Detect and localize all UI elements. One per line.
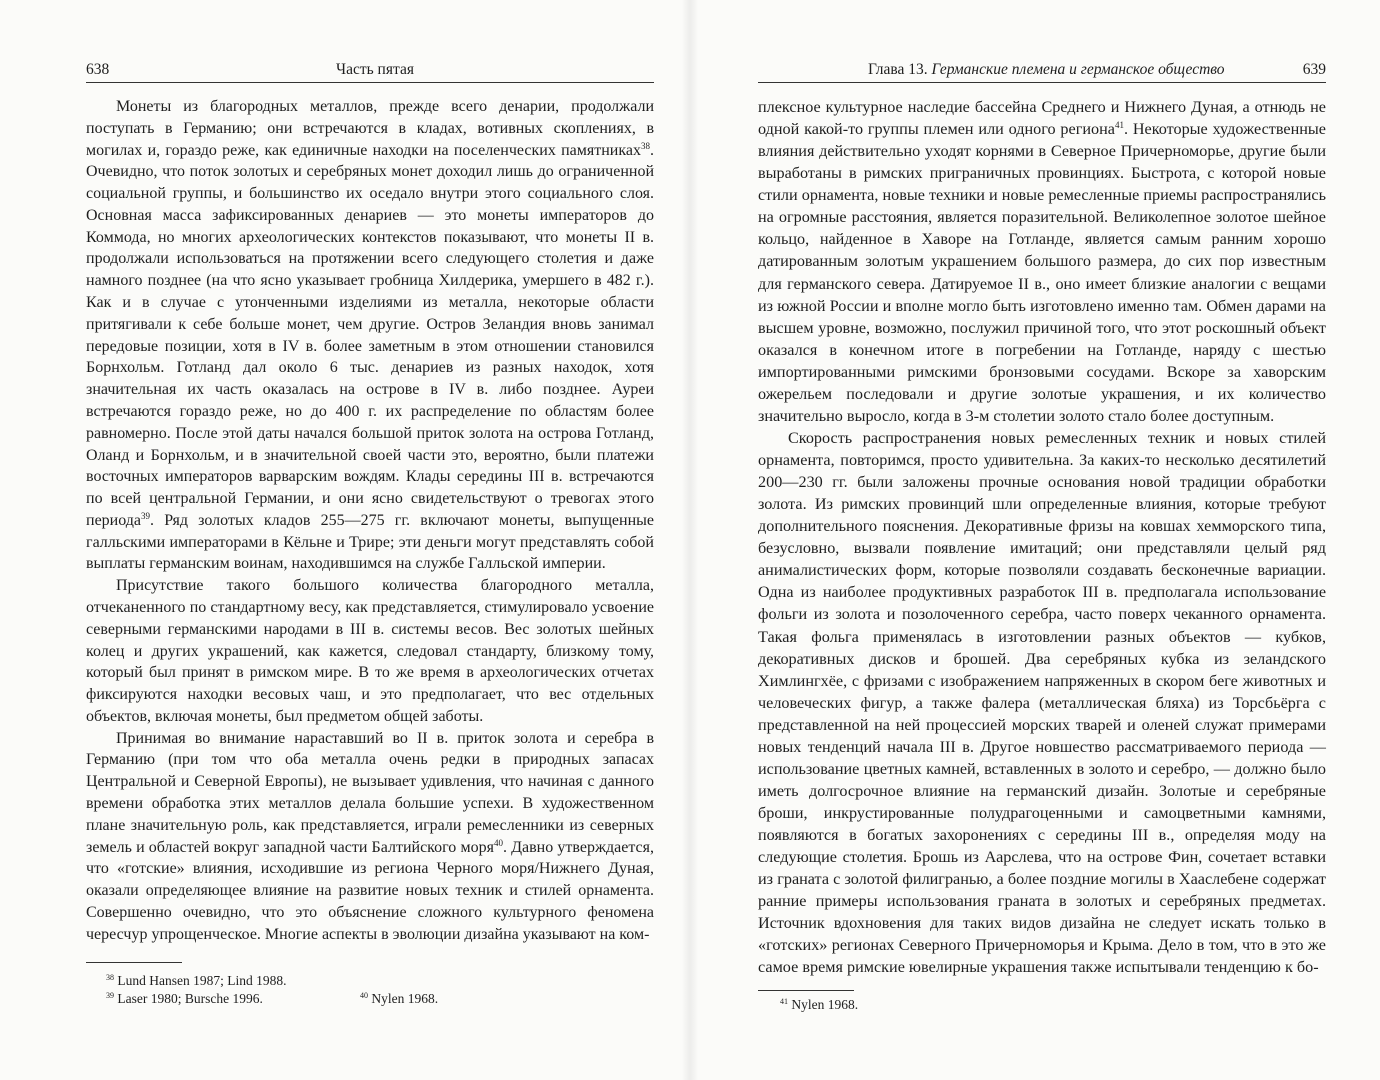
footnote — [106, 972, 286, 990]
footnote-number: 39 — [106, 991, 114, 1000]
page-number: 638 — [86, 61, 110, 78]
left-page-header — [86, 58, 654, 82]
running-head-chapter: Глава 13. — [868, 61, 928, 78]
footnote-text: Laser 1980; Bursche 1996. — [117, 991, 263, 1006]
paragraph-text: плексное культурное наследие бассейна Среднего и Нижнего Дуная, а отнюдь не одной какой-то группы племен или одного региона — [758, 98, 1326, 139]
paragraph — [758, 96, 1326, 427]
footnotes — [780, 996, 1326, 1014]
paragraph — [86, 575, 654, 727]
paragraph — [86, 728, 654, 946]
running-head — [868, 58, 1225, 82]
paragraph-text: Принимая во внимание нараставший во II в. приток золота и серебра в Германию (при том что оба металла очень редки в природных запасах Центральной и Северной Европы), не вызывает удивления, что начиная с данного времени обработка этих металлов делала большие успехи. В художественном плане значительную роль, как представляется, играли ремесленники из северных земель и областей вокруг западной части Балтийского моря — [86, 729, 654, 856]
right-page-header — [758, 58, 1326, 82]
paragraph-text: . Очевидно, что поток золотых и серебряных монет доходил лишь до ограниченной социальной группы, и большинство их оседало внутри этого социального слоя. Основная масса зафиксированных денариев — это монеты императоров до Коммода, но многих археологических контекстов показывают, что монеты II в. продолжали использоваться на протяжении всего следующего столетия и даже намного позднее (на что ясно указывает гробница Хилдерика, умершего в 482 г.). Как и в случае с утонченными изделиями из металла, некоторые области притягивали к себе больше монет, чем другие. Остров Зеландия вновь занимал передовые позиции, хотя в IV в. более заметным в этом отношении становился Борнхольм. Готланд дал около 6 тыс. денариев из разных находок, хотя значительная их часть оказалась на острове в IV в. либо позднее. Ауреи встречаются гораздо реже, но до 400 г. их распределение по областям более равномерно. После этой даты начался большой приток золота на острова Готланд, Оланд и Борнхольм, и в значительной своей части это, вероятно, были платежи восточных императоров варварским вождям. Клады середины III в. встречаются по всей центральной Германии, и они ясно свидетельствуют о тревогах этого периода — [86, 141, 654, 529]
running-head-title: Германские племена и германское общество — [931, 61, 1225, 78]
footnote-text: Nylen 1968. — [371, 991, 439, 1006]
footnote-rule — [758, 990, 854, 991]
footnote-ref: 40 — [493, 837, 503, 848]
footnote-ref: 39 — [141, 510, 151, 521]
running-head: Часть пятая — [336, 61, 414, 78]
footnote-ref: 41 — [1114, 120, 1124, 131]
footnote-line — [106, 972, 654, 990]
footnote-line — [106, 990, 654, 1008]
paragraph-text: . Давно утверждается, что «готские» влияния, исходившие из региона Черного моря/Нижнего Дуная, оказали определяющее влияние на развитие новых техник и стилей орнамента. Совершенно очевидно, что это объяснение сложного культурного феномена чересчур упрощенческое. Многие аспекты в эволюции дизайна указывают на ком- — [86, 838, 655, 943]
footnote — [780, 996, 858, 1014]
footnote — [360, 990, 438, 1008]
paragraph — [86, 96, 654, 575]
paragraph-text: Монеты из благородных металлов, прежде всего денарии, продолжали поступать в Германию; они встречаются в кладах, вотивных скоплениях, в могилах и, гораздо реже, как единичные находки на поселенческих памятниках — [86, 98, 654, 159]
footnote — [106, 990, 263, 1008]
header-rule — [758, 82, 1326, 83]
footnotes — [106, 972, 654, 1008]
right-page-body — [758, 96, 1326, 979]
right-page — [690, 0, 1380, 1080]
paragraph-text: Скорость распространения новых ремесленных техник и новых стилей орнамента, повторимся, просто удивительна. За каких-то несколько десятилетий 200—230 гг. были заложены прочные основания новой традиции обработки золота. Из римских провинций шли определенные влияния, которые требуют дополнительного пояснения. Декоративные фризы на ковшах хемморского типа, безусловно, вызвали появление имитаций; они представляли целый ряд анималистических форм, которые позволяли создавать бесконечные вариации. Одна из наиболее продуктивных разработок III в. предполагала использование фольги из золота и позолоченного серебра, часто поверх чеканного орнамента. Такая фольга применялась в изготовлении разных объектов — кубков, декоративных дисков и брошей. Два серебряных кубка из зеландского Химлингхёе, с фризами с изображением напряженных в скором беге животных и человеческих фигур, а также фалера (металлическая бляха) из Торсбьёрга с представленной на ней процессией морских тварей и оленей служат примерами новых тенденций начала III в. Другое новшество рассматриваемого периода — использование цветных камней, вставленных в золото и серебро, — должно было иметь долгосрочное влияние на германский дизайн. Золотые и серебряные броши, инкрустированные полудрагоценными и самоцветными камнями, появляются в богатых захоронениях с середины III в., определяя моду на следующие столетия. Брошь из Аарслева, что на острове Фин, сочетает вставки из граната с золотой филигранью, а более поздние могилы в Хааслебене содержат ранние примеры использования граната в золотых и серебряных предметах. Источник вдохновения для таких видов дизайна не следует искать только в «готских» регионах Северного Причерноморья и Крыма. Дело в том, что в это же самое время римские ювелирные украшения также испытывали тенденцию к бо- — [758, 428, 1326, 977]
paragraph-text: . Ряд золотых кладов 255—275 гг. включают монеты, выпущенные галльскими императорами в Кёльне и Трире; эти деньги могут представлять собой выплаты германским воинам, находившимся на службе Галльской империи. — [86, 511, 654, 573]
footnote-line — [780, 996, 1326, 1014]
page-number: 639 — [1302, 61, 1326, 78]
paragraph-text: . Некоторые художественные влияния действительно уходят корнями в Северное Причерноморье, другие были выработаны в римских приграничных провинциях. Быстрота, с которой новые стили орнамента, новые техники и новые ремесленные приемы распространялись на огромные расстояния, является поразительной. Великолепное золотое шейное кольцо, найденное в Хаворе на Готланде, является самым ранним хорошо датированным золотым украшением большого размера, до сих пор известным для германского севера. Датируемое II в., оно имеет близкие аналогии с вещами из южной России и вполне могло быть изготовлено именно там. Обмен дарами на высшем уровне, возможно, послужил причиной того, что этот роскошный объект оказался в конечном итоге в погребении на Готланде, наряду с шестью импортированными римскими бронзовыми сосудами. Вскоре за хаворским ожерельем последовали и другие золотые украшения, и их количество значительно выросло, когда в 3-м столетии золото стало более доступным. — [758, 120, 1326, 425]
paragraph — [758, 427, 1326, 979]
footnote-text: Lund Hansen 1987; Lind 1988. — [117, 973, 287, 988]
header-rule — [86, 82, 654, 83]
footnote-rule — [86, 962, 182, 963]
left-page-body — [86, 96, 654, 945]
footnote-number: 41 — [780, 997, 788, 1006]
footnote-text: Nylen 1968. — [791, 997, 859, 1012]
footnote-number: 38 — [106, 973, 114, 982]
footnote-ref: 38 — [641, 140, 650, 151]
footnote-number: 40 — [360, 991, 368, 1000]
paragraph-text: Присутствие такого большого количества благородного металла, отчеканенного по стандартному весу, как представляется, стимулировало усвоение северными германскими народами в III в. системы весов. Вес золотых шейных колец и других украшений, как кажется, следовал стандарту, близкому тому, который был принят в римском мире. В то же время в археологических отчетах фиксируются находки весовых чаш, и это предполагает, что вес отдельных объектов, включая монеты, был предметом общей заботы. — [86, 577, 654, 725]
